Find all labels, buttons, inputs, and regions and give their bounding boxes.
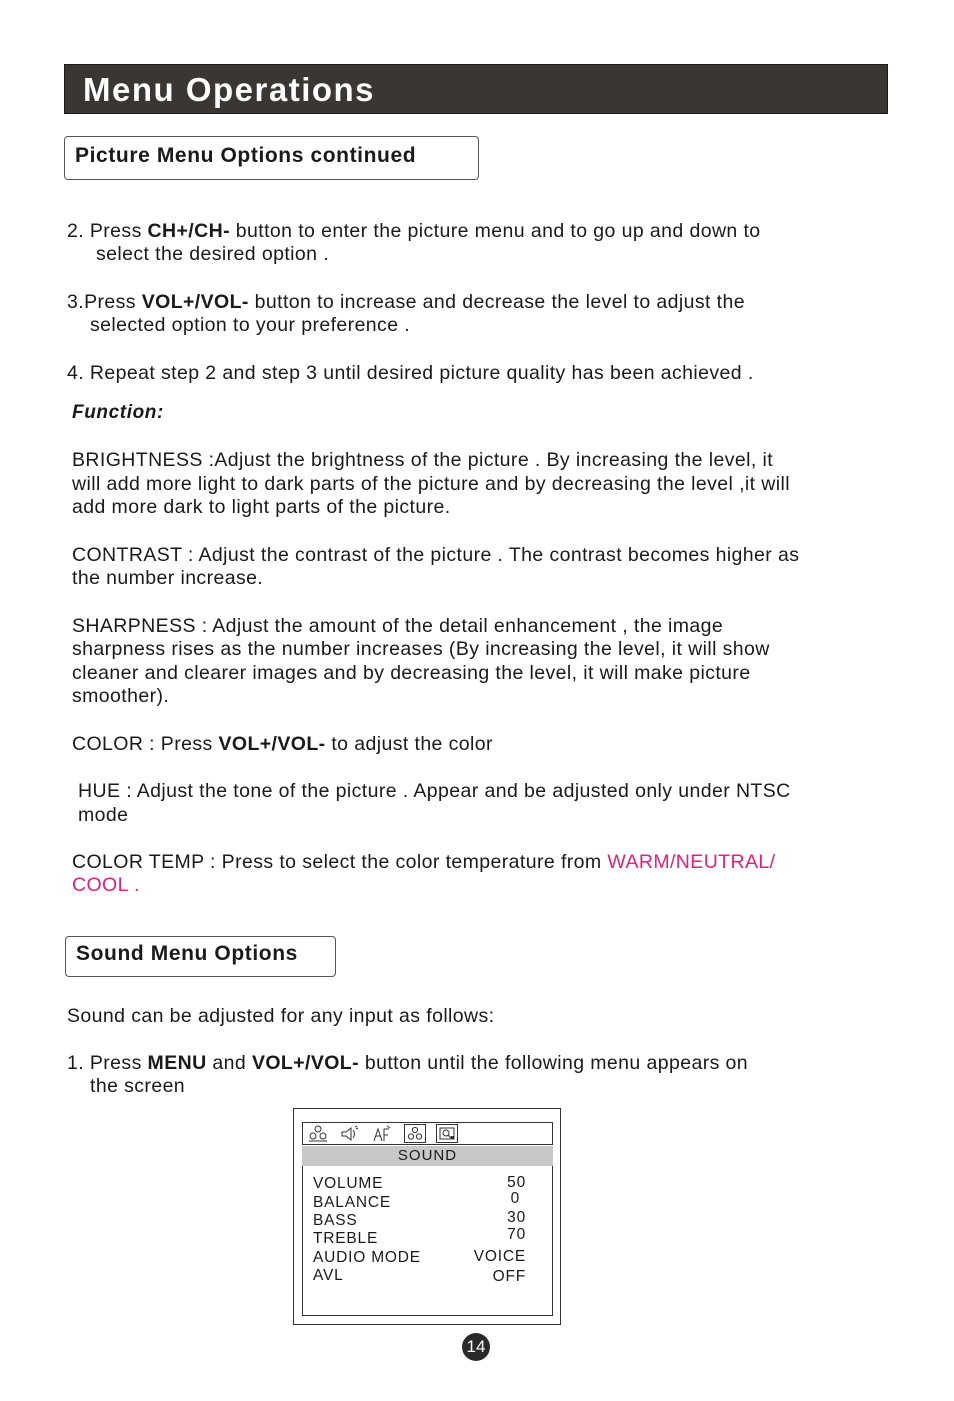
color-temp-options: WARM/NEUTRAL/	[607, 851, 776, 873]
osd-value-avl: OFF	[492, 1268, 526, 1285]
picture-icon[interactable]	[307, 1124, 329, 1143]
osd-label-volume[interactable]: VOLUME	[313, 1175, 384, 1192]
sound-step-1	[67, 1052, 748, 1076]
sound-step-1-text-rest: button until the following menu appears on	[359, 1052, 749, 1074]
step-3-key: VOL+/VOL-	[141, 291, 249, 313]
sound-section-heading: Sound Menu Options	[65, 936, 336, 977]
header-bar	[64, 64, 888, 114]
brightness-line-1: BRIGHTNESS :Adjust the brightness of the picture . By increasing the level, it	[72, 449, 774, 471]
brightness-line-2: will add more light to dark parts of the picture and by decreasing the level ,it will	[72, 473, 790, 495]
osd-label-audio-mode[interactable]: AUDIO MODE	[313, 1249, 421, 1266]
osd-label-avl[interactable]: AVL	[313, 1267, 344, 1284]
sharpness-line-4: smoother).	[72, 685, 170, 707]
osd-label-balance[interactable]: BALANCE	[313, 1194, 391, 1211]
sound-step-1-key-menu: MENU	[147, 1052, 207, 1074]
function-label: Function:	[72, 402, 164, 423]
picture-section-heading: Picture Menu Options continued	[64, 136, 479, 180]
step-3-line-2: selected option to your preference .	[90, 314, 411, 336]
screen-icon[interactable]	[436, 1124, 458, 1143]
setup-icon[interactable]	[404, 1124, 426, 1143]
step-2-text-rest: button to enter the picture menu and to go up and down to	[229, 220, 761, 242]
sound-step-1-key-vol: VOL+/VOL-	[251, 1052, 360, 1074]
sound-intro: Sound can be adjusted for any input as follows:	[67, 1005, 495, 1027]
sharpness-line-2: sharpness rises as the number increases (By increasing the level, it will show	[72, 638, 770, 660]
color-temp-line-1	[72, 851, 775, 875]
contrast-line-2: the number increase.	[72, 567, 264, 589]
color-text: COLOR : Press	[72, 733, 219, 755]
color-line	[72, 733, 493, 757]
step-2-line-2: select the desired option .	[96, 243, 330, 265]
function-icon[interactable]	[371, 1124, 393, 1143]
page-title: Menu Operations	[83, 71, 376, 108]
sound-icon[interactable]	[339, 1124, 361, 1143]
step-2-key: CH+/CH-	[147, 220, 230, 242]
color-text-rest: to adjust the color	[325, 733, 493, 755]
color-key: VOL+/VOL-	[218, 733, 326, 755]
step-3-text-rest: button to increase and decrease the level to adjust the	[248, 291, 745, 313]
color-temp-text: COLOR TEMP : Press to select the color temperature from	[72, 851, 608, 873]
sharpness-line-1: SHARPNESS : Adjust the amount of the detail enhancement , the image	[72, 615, 724, 637]
osd-value-balance: 0	[510, 1190, 520, 1207]
step-4: 4. Repeat step 2 and step 3 until desired picture quality has been achieved .	[67, 362, 754, 384]
sound-step-1-line-2: the screen	[90, 1075, 186, 1097]
hue-line-1: HUE : Adjust the tone of the picture . Appear and be adjusted only under NTSC	[78, 780, 791, 802]
brightness-line-3: add more dark to light parts of the picture.	[72, 496, 451, 518]
osd-value-bass: 30	[507, 1209, 526, 1226]
sharpness-line-3: cleaner and clearer images and by decreasing the level, it will make picture	[72, 662, 751, 684]
sound-step-1-and: and	[206, 1052, 252, 1074]
contrast-line-1: CONTRAST : Adjust the contrast of the picture . The contrast becomes higher as	[72, 544, 800, 566]
step-3-text: 3.Press	[67, 291, 142, 313]
step-2	[67, 220, 761, 244]
osd-value-audio-mode: VOICE	[473, 1248, 526, 1265]
osd-value-treble: 70	[507, 1226, 526, 1243]
osd-label-treble[interactable]: TREBLE	[313, 1230, 379, 1247]
step-2-text: 2. Press	[67, 220, 148, 242]
osd-value-volume: 50	[507, 1174, 526, 1191]
hue-line-2: mode	[78, 804, 129, 826]
osd-icon-bar	[302, 1122, 553, 1145]
page-number: 14	[462, 1333, 490, 1361]
step-3	[67, 291, 745, 315]
osd-title: SOUND	[302, 1146, 553, 1166]
sound-step-1-text: 1. Press	[67, 1052, 148, 1074]
osd-menu-body	[302, 1166, 553, 1316]
color-temp-line-2: COOL .	[72, 874, 140, 896]
osd-sound-menu	[293, 1108, 561, 1325]
osd-label-bass[interactable]: BASS	[313, 1212, 358, 1229]
